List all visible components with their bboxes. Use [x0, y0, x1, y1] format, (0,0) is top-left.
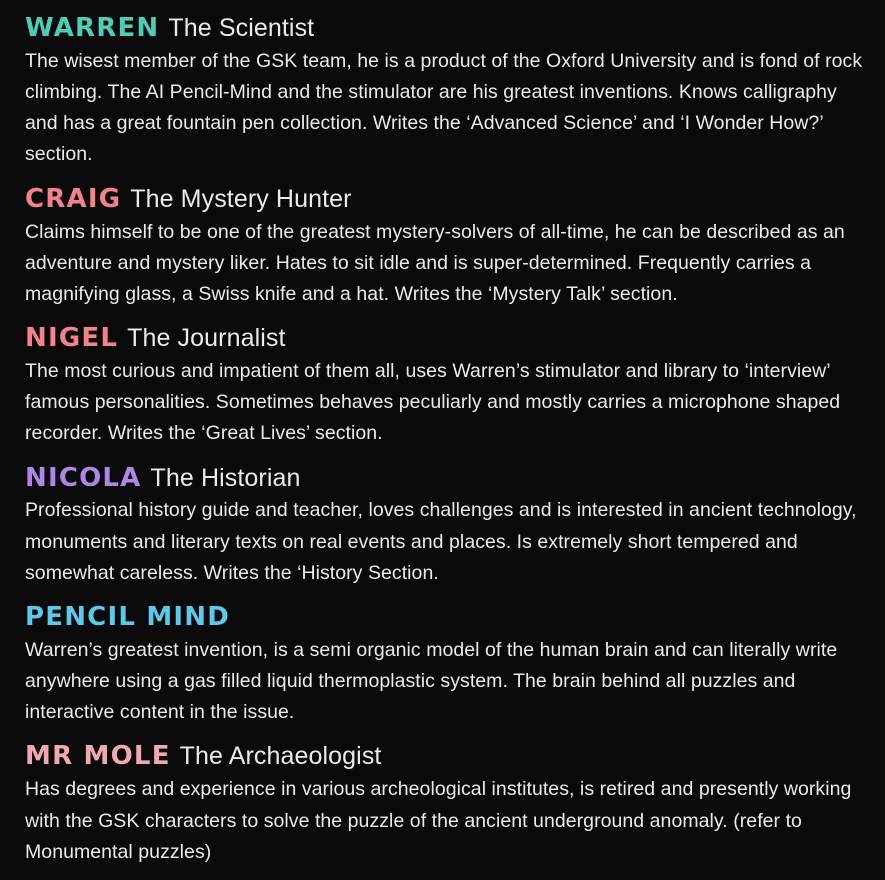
character-name: CRAIG: [25, 183, 122, 214]
character-entry: [25, 14, 873, 171]
character-name: MR MOLE: [25, 741, 171, 772]
character-entry: [25, 742, 873, 867]
character-entry: [25, 603, 873, 728]
character-headline: [25, 185, 873, 215]
character-headline: [25, 742, 873, 772]
character-description: Warren’s greatest invention, is a semi organic model of the human brain and can literally write anywhere using a gas filled liquid thermoplastic system. The brain behind all puzzles and interactive content in the issue.: [25, 638, 838, 724]
character-entry: [25, 185, 873, 310]
character-name: NICOLA: [25, 462, 142, 493]
character-description: The wisest member of the GSK team, he is a product of the Oxford University and is fond of rock climbing. The AI Pencil-Mind and the stimulator are his greatest inventions. Knows calligraphy and has a great fountain pen collection. Writes the ‘Advanced Science’ and ‘I Wonder How?’ section.: [25, 49, 863, 166]
character-role: The Archaeologist: [179, 742, 382, 771]
character-headline: [25, 14, 873, 44]
character-name: NIGEL: [25, 323, 119, 354]
character-name: WARREN: [25, 13, 160, 43]
character-headline: [25, 603, 873, 633]
character-description: Claims himself to be one of the greatest mystery-solvers of all-time, he can be described as an adventure and mystery liker. Hates to sit idle and is super-determined. Frequently carries a magnifying glass, a Swiss knife and a hat. Writes the ‘Mystery Talk’ section.: [25, 220, 845, 305]
character-description: The most curious and impatient of them all, uses Warren’s stimulator and library to ‘interview’ famous personalities. Sometimes behaves peculiarly and mostly carries a microphone shaped recorder. Writes the ‘Great Lives’ section.: [25, 359, 841, 445]
character-role: The Historian: [150, 463, 301, 492]
character-description: Has degrees and experience in various archeological institutes, is retired and presently working with the GSK characters to solve the puzzle of the ancient underground anomaly. (refer to Monumental puzzles): [25, 778, 852, 863]
character-headline: [25, 464, 873, 494]
character-role: The Scientist: [168, 14, 315, 42]
character-headline: [25, 324, 873, 354]
character-entry: [25, 464, 873, 589]
character-role: The Mystery Hunter: [130, 184, 352, 213]
character-entry: [25, 324, 873, 449]
character-description: Professional history guide and teacher, loves challenges and is interested in ancient technology, monuments and literary texts on real events and places. Is extremely short tempered and somewhat careless. Writes the ‘History Section.: [25, 499, 857, 584]
character-role: The Journalist: [127, 324, 286, 353]
character-name: PENCIL MIND: [25, 602, 231, 632]
